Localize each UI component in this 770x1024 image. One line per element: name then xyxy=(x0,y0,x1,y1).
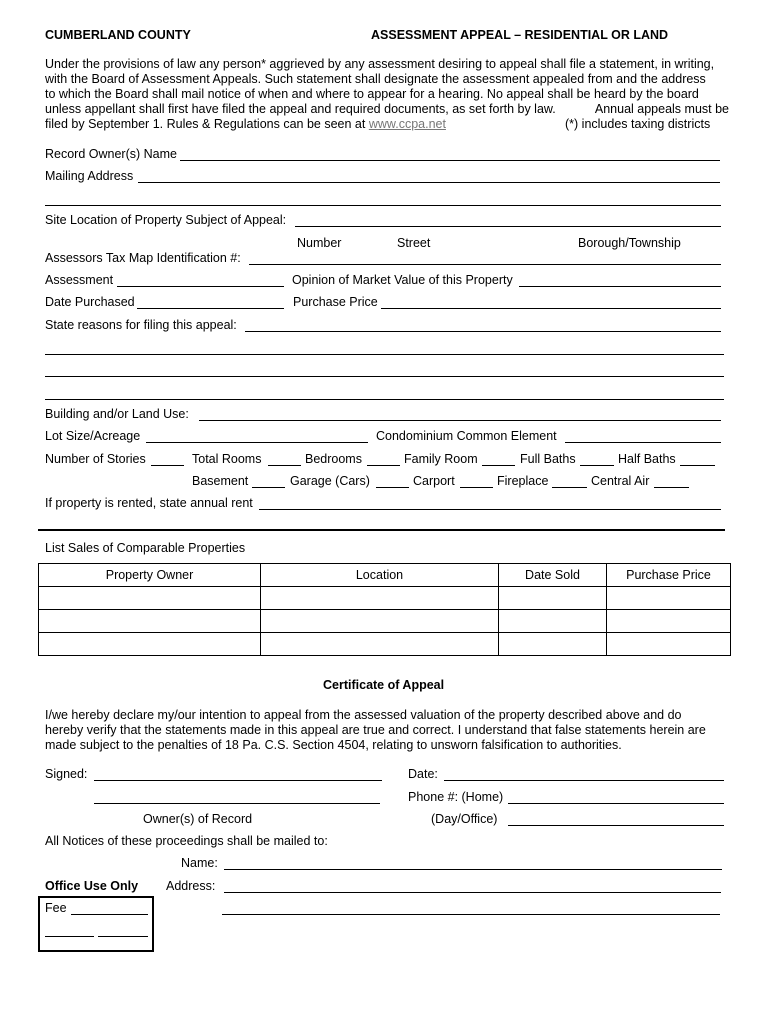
signature-field-2[interactable] xyxy=(94,803,380,804)
carport-label: Carport xyxy=(413,474,455,488)
office-use-title: Office Use Only xyxy=(45,879,139,893)
office-field-1[interactable] xyxy=(45,936,94,937)
intro-paragraph xyxy=(45,57,729,132)
intro-line-4a: unless appellant shall first have filed the appeal and required documents, as set forth by law. xyxy=(45,102,556,116)
table-row xyxy=(39,633,731,656)
site-location-label: Site Location of Property Subject of Appeal: xyxy=(45,213,287,227)
column-header-location: Location xyxy=(261,564,499,587)
table-cell[interactable] xyxy=(39,610,261,633)
half-baths-label: Half Baths xyxy=(618,452,676,466)
record-owner-field[interactable] xyxy=(180,160,720,161)
condo-label: Condominium Common Element xyxy=(376,429,557,443)
basement-label: Basement xyxy=(192,474,249,488)
garage-field[interactable] xyxy=(376,487,409,488)
stories-field[interactable] xyxy=(151,465,184,466)
certificate-line-3: made subject to the penalties of 18 Pa. C.S. Section 4504, relating to unsworn falsification to authorities. xyxy=(45,738,622,752)
intro-line-1: Under the provisions of law any person* aggrieved by any assessment desiring to appeal shall file a statement, in writing, xyxy=(45,57,715,71)
table-cell[interactable] xyxy=(261,587,499,610)
rent-field[interactable] xyxy=(259,509,721,510)
borough-caption: Borough/Township xyxy=(578,236,681,250)
fee-field[interactable] xyxy=(71,914,148,915)
phone-office-field[interactable] xyxy=(508,825,724,826)
reasons-field-3[interactable] xyxy=(45,376,724,377)
assessment-field[interactable] xyxy=(117,286,284,287)
name-label: Name: xyxy=(181,856,218,870)
date-purchased-label: Date Purchased xyxy=(45,295,135,309)
date-purchased-field[interactable] xyxy=(137,308,284,309)
carport-field[interactable] xyxy=(460,487,493,488)
column-header-owner: Property Owner xyxy=(39,564,261,587)
table-header-row xyxy=(39,564,731,587)
purchase-price-label: Purchase Price xyxy=(293,295,378,309)
number-caption: Number xyxy=(297,236,342,250)
address-label: Address: xyxy=(166,879,216,893)
intro-line-4 xyxy=(45,102,729,117)
fee-label: Fee xyxy=(45,901,67,915)
total-rooms-field[interactable] xyxy=(268,465,301,466)
phone-home-field[interactable] xyxy=(508,803,724,804)
fireplace-label: Fireplace xyxy=(497,474,549,488)
stories-label: Number of Stories xyxy=(45,452,146,466)
bedrooms-field[interactable] xyxy=(367,465,400,466)
owners-of-record-caption: Owner(s) of Record xyxy=(143,812,253,826)
notices-label: All Notices of these proceedings shall be mailed to: xyxy=(45,834,328,848)
full-baths-label: Full Baths xyxy=(520,452,576,466)
table-cell[interactable] xyxy=(499,587,607,610)
day-office-label: (Day/Office) xyxy=(431,812,498,826)
table-cell[interactable] xyxy=(39,587,261,610)
table-row xyxy=(39,610,731,633)
certificate-line-2: hereby verify that the statements made in this appeal are true and correct. I understand that false statements herein are xyxy=(45,723,706,737)
building-land-use-label: Building and/or Land Use: xyxy=(45,407,189,421)
lot-size-label: Lot Size/Acreage xyxy=(45,429,141,443)
column-header-date-sold: Date Sold xyxy=(499,564,607,587)
mailing-address-field[interactable] xyxy=(138,182,720,183)
form-title: ASSESSMENT APPEAL – RESIDENTIAL OR LAND xyxy=(371,28,669,42)
certificate-title: Certificate of Appeal xyxy=(323,678,445,692)
table-cell[interactable] xyxy=(499,633,607,656)
central-air-field[interactable] xyxy=(654,487,689,488)
intro-line-4b: Annual appeals must be xyxy=(594,102,729,116)
reasons-field-2[interactable] xyxy=(45,354,724,355)
site-location-field[interactable] xyxy=(295,226,721,227)
intro-line-5 xyxy=(45,117,729,132)
comparables-table xyxy=(38,563,731,656)
intro-line-2: with the Board of Assessment Appeals. Such statement shall designate the assessment appealed from and the address xyxy=(45,72,706,86)
market-value-label: Opinion of Market Value of this Property xyxy=(292,273,513,287)
bedrooms-label: Bedrooms xyxy=(305,452,362,466)
reasons-field[interactable] xyxy=(245,331,721,332)
certificate-line-1: I/we hereby declare my/our intention to appeal from the assessed valuation of the property described above and do xyxy=(45,708,682,722)
date-label: Date: xyxy=(408,767,438,781)
tax-map-label: Assessors Tax Map Identification #: xyxy=(45,251,241,265)
table-cell[interactable] xyxy=(39,633,261,656)
notice-address-field-2[interactable] xyxy=(222,914,720,915)
signed-label: Signed: xyxy=(45,767,88,781)
ccpa-link[interactable]: www.ccpa.net xyxy=(368,117,446,131)
family-room-field[interactable] xyxy=(482,465,515,466)
phone-home-label: Phone #: (Home) xyxy=(408,790,504,804)
table-cell[interactable] xyxy=(261,633,499,656)
record-owner-label: Record Owner(s) Name xyxy=(45,147,177,161)
table-cell[interactable] xyxy=(499,610,607,633)
intro-line-3: to which the Board shall mail notice of when and where to appear for a hearing. No appeal shall be heard by the board xyxy=(45,87,699,101)
rent-label: If property is rented, state annual rent xyxy=(45,496,253,510)
table-cell[interactable] xyxy=(607,633,731,656)
intro-line-5a: filed by September 1. Rules & Regulations can be seen at xyxy=(45,117,366,131)
condo-field[interactable] xyxy=(565,442,721,443)
garage-label: Garage (Cars) xyxy=(290,474,370,488)
basement-field[interactable] xyxy=(252,487,285,488)
table-cell[interactable] xyxy=(261,610,499,633)
column-header-price: Purchase Price xyxy=(607,564,731,587)
family-room-label: Family Room xyxy=(404,452,478,466)
section-divider xyxy=(38,529,725,531)
market-value-field[interactable] xyxy=(519,286,721,287)
lot-size-field[interactable] xyxy=(146,442,368,443)
signature-field[interactable] xyxy=(94,780,382,781)
mailing-address-field-2[interactable] xyxy=(45,205,721,206)
comparables-heading: List Sales of Comparable Properties xyxy=(45,541,246,555)
reasons-field-4[interactable] xyxy=(45,399,724,400)
table-cell[interactable] xyxy=(607,610,731,633)
half-baths-field[interactable] xyxy=(680,465,715,466)
certificate-paragraph xyxy=(45,708,725,753)
street-caption: Street xyxy=(397,236,431,250)
notice-name-field[interactable] xyxy=(224,869,722,870)
total-rooms-label: Total Rooms xyxy=(192,452,262,466)
reasons-label: State reasons for filing this appeal: xyxy=(45,318,237,332)
central-air-label: Central Air xyxy=(591,474,650,488)
full-baths-field[interactable] xyxy=(580,465,614,466)
date-field[interactable] xyxy=(444,780,724,781)
taxing-districts-note: (*) includes taxing districts xyxy=(565,117,711,131)
mailing-address-label: Mailing Address xyxy=(45,169,134,183)
table-cell[interactable] xyxy=(607,587,731,610)
purchase-price-field[interactable] xyxy=(381,308,721,309)
assessment-label: Assessment xyxy=(45,273,114,287)
building-land-use-field[interactable] xyxy=(199,420,721,421)
notice-address-field[interactable] xyxy=(224,892,721,893)
tax-map-field[interactable] xyxy=(249,264,721,265)
fireplace-field[interactable] xyxy=(552,487,587,488)
county-title: CUMBERLAND COUNTY xyxy=(45,28,191,42)
table-row xyxy=(39,587,731,610)
office-field-2[interactable] xyxy=(98,936,148,937)
